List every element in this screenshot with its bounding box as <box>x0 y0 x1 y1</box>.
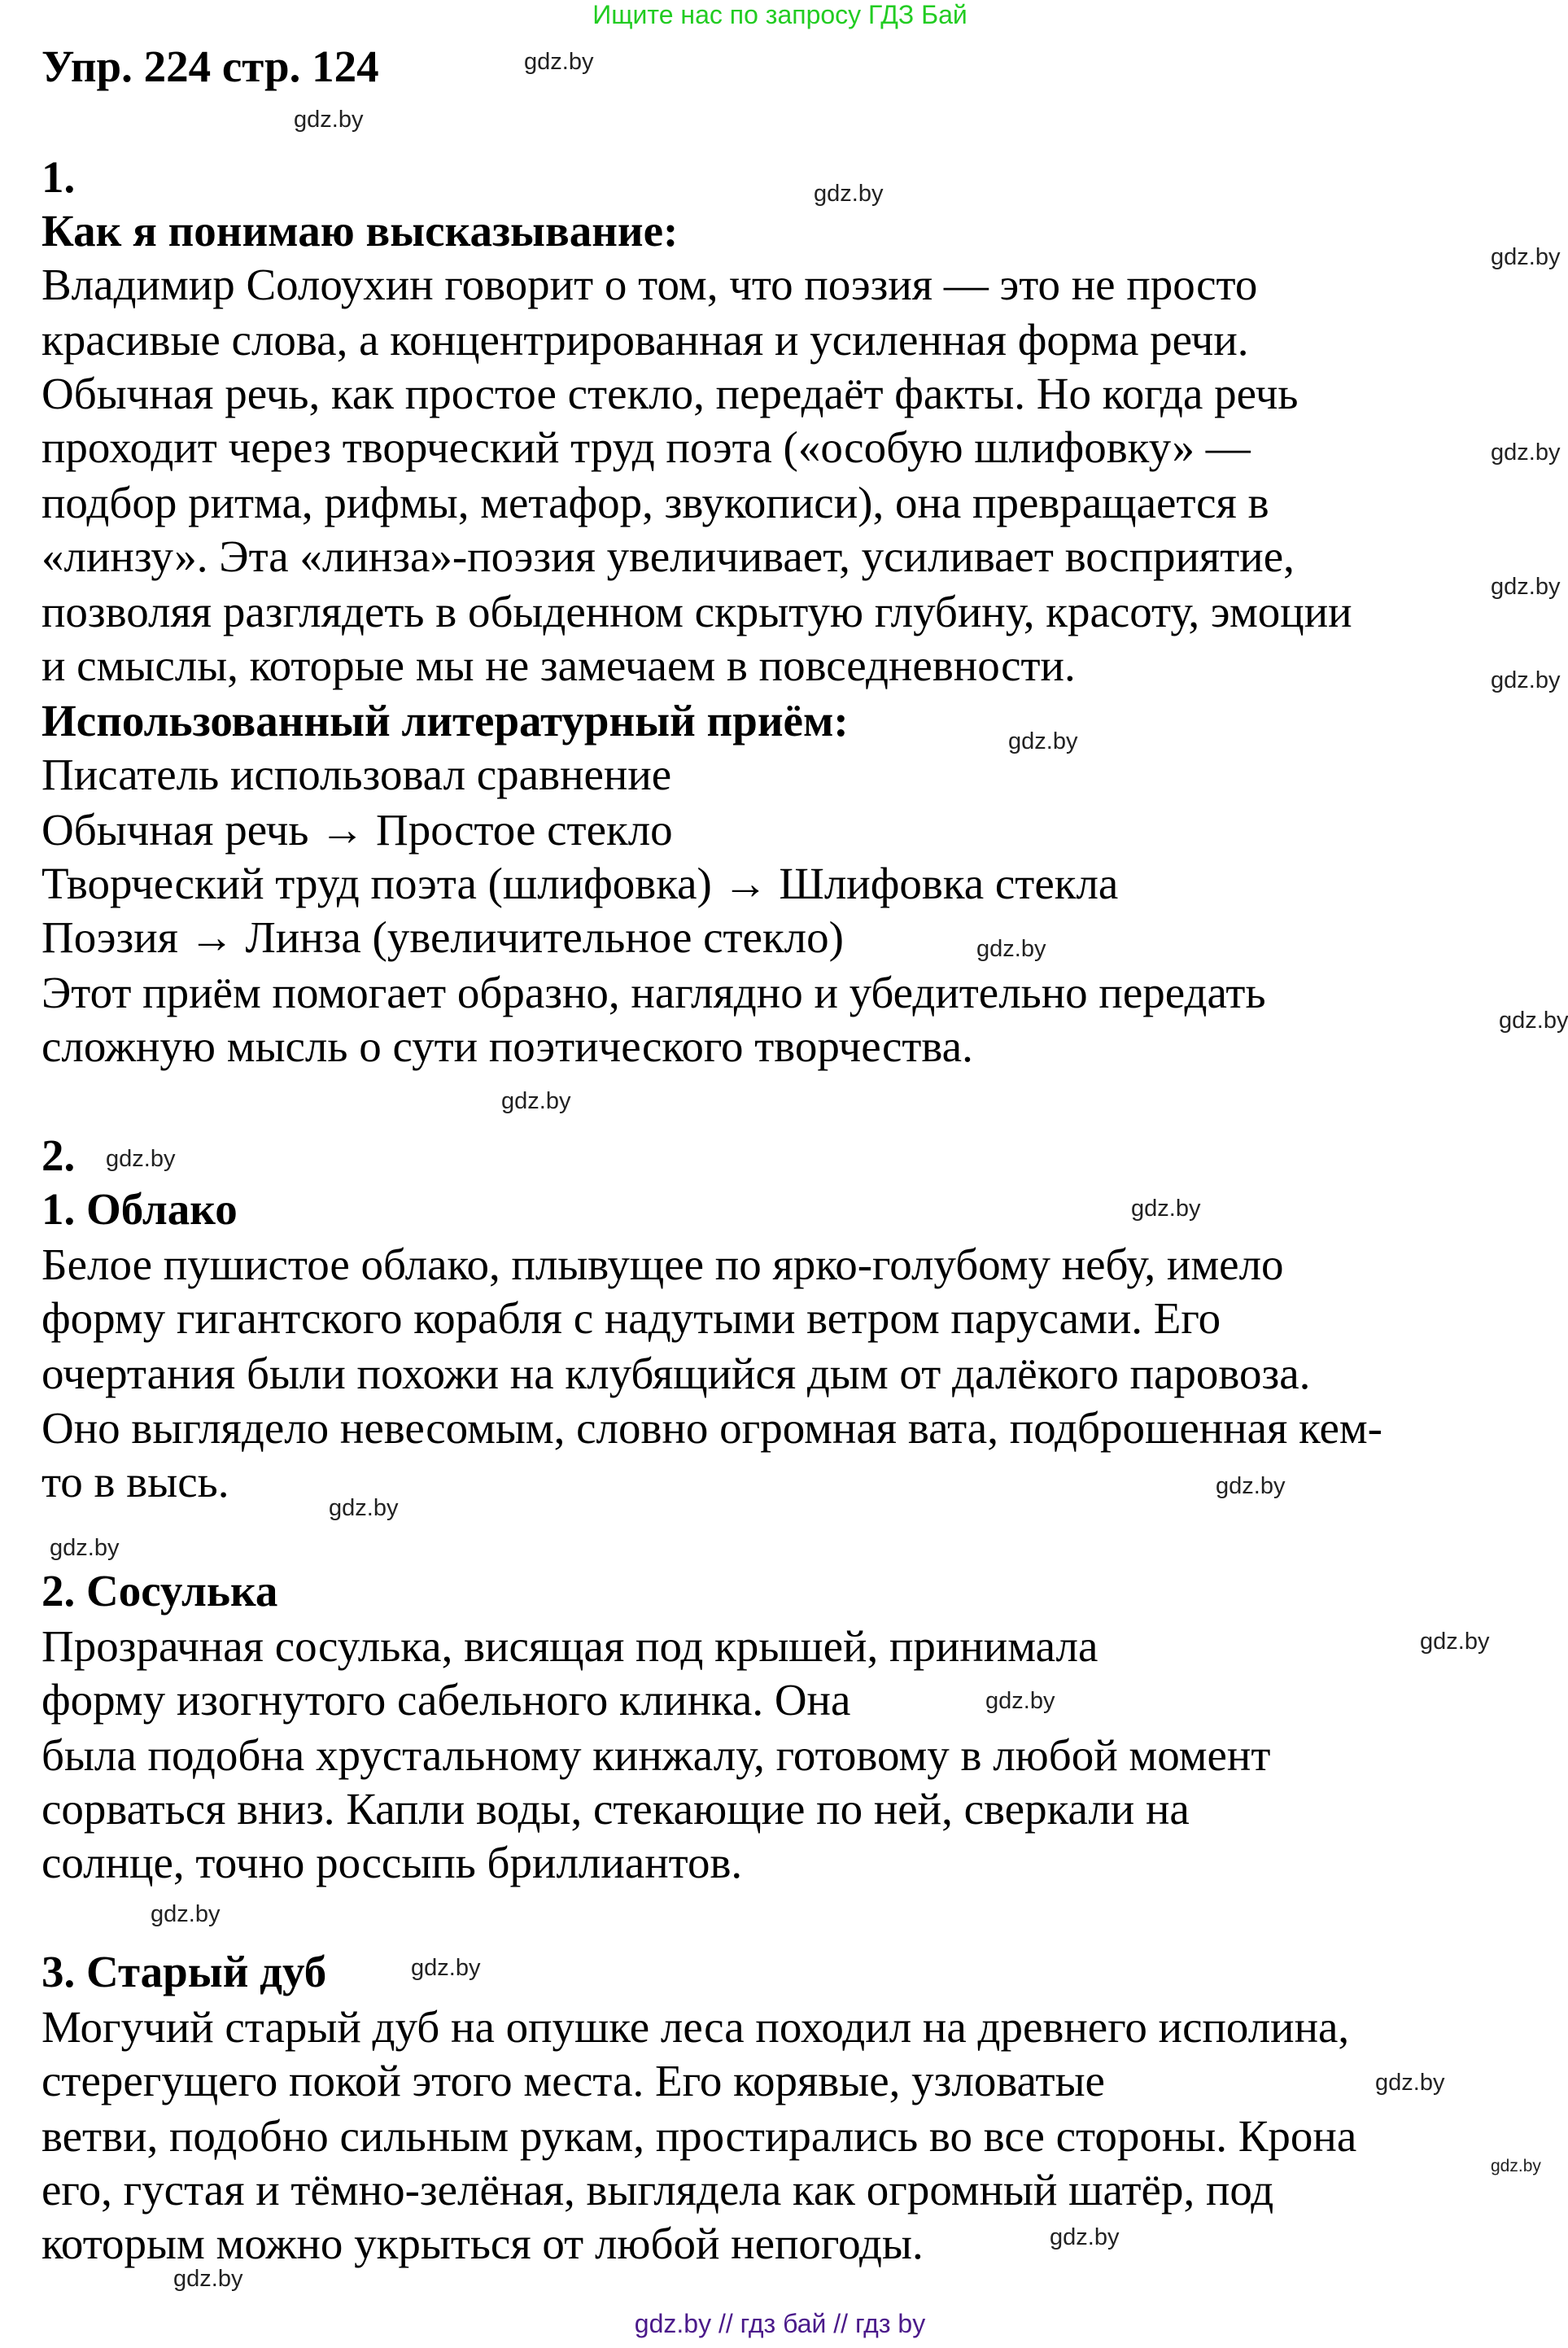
text-line: форму изогнутого сабельного клинка. Она <box>41 1675 851 1725</box>
text-line: Могучий старый дуб на опушке леса походил на древнего исполина, <box>41 2002 1350 2052</box>
watermark-text: gdz.by <box>329 1495 399 1521</box>
watermark-text: gdz.by <box>1216 1473 1286 1499</box>
text-line: была подобна хрустальному кинжалу, готовому в любой момент <box>41 1730 1271 1780</box>
section-heading: 1. Облако <box>41 1184 238 1234</box>
section-heading: Использованный литературный приём: <box>41 696 849 746</box>
text-line: его, густая и тёмно-зелёная, выглядела как огромный шатёр, под <box>41 2165 1274 2215</box>
watermark-text: gdz.by <box>411 1955 481 1981</box>
text-line: Обычная речь, как простое стекло, передаёт факты. Но когда речь <box>41 369 1299 418</box>
watermark-text: gdz.by <box>50 1535 120 1561</box>
watermark-text: gdz.by <box>1420 1629 1490 1655</box>
text-line: которым можно укрыться от любой непогоды. <box>41 2219 924 2268</box>
text-line: Поэзия → Линза (увеличительное стекло) <box>41 912 844 962</box>
watermark-text: gdz.by <box>814 181 884 207</box>
text-line: сорваться вниз. Капли воды, стекающие по ней, сверкали на <box>41 1784 1190 1834</box>
watermark-text: gdz.by <box>173 2266 243 2292</box>
watermark-text: gdz.by <box>501 1088 571 1114</box>
text-line: форму гигантского корабля с надутыми ветром парусами. Его <box>41 1293 1221 1343</box>
watermark-text: gdz.by <box>151 1901 221 1927</box>
text-line: то в высь. <box>41 1457 229 1506</box>
section-heading: Упр. 224 стр. 124 <box>41 42 379 91</box>
watermark-text: gdz.by <box>524 49 594 75</box>
text-line: Оно выглядело невесомым, словно огромная вата, подброшенная кем- <box>41 1403 1382 1453</box>
section-heading: 3. Старый дуб <box>41 1947 327 1996</box>
watermark-text: gdz.by <box>1050 2224 1120 2250</box>
watermark-text: gdz.by <box>106 1146 176 1172</box>
text-line: сложную мысль о сути поэтического творчества. <box>41 1021 973 1071</box>
text-line: Белое пушистое облако, плывущее по ярко-голубому небу, имело <box>41 1240 1284 1289</box>
section-heading: 2. <box>41 1130 76 1180</box>
text-line: и смыслы, которые мы не замечаем в повседневности. <box>41 641 1076 690</box>
search-banner: Ищите нас по запросу ГДЗ Бай <box>592 0 967 29</box>
text-line: солнце, точно россыпь бриллиантов. <box>41 1838 743 1887</box>
watermark-text: gdz.by <box>1131 1196 1201 1222</box>
section-heading: Как я понимаю высказывание: <box>41 206 679 256</box>
text-line: Этот приём помогает образно, наглядно и убедительно передать <box>41 968 1266 1017</box>
text-line: Владимир Солоухин говорит о том, что поэзия — это не просто <box>41 260 1258 309</box>
text-line: «линзу». Эта «линза»-поэзия увеличивает, усиливает восприятие, <box>41 531 1295 581</box>
watermark-text: gdz.by <box>976 936 1046 962</box>
text-line: стерегущего покой этого места. Его корявые, узловатые <box>41 2056 1105 2105</box>
section-heading: 2. Сосулька <box>41 1566 278 1616</box>
text-line: очертания были похожи на клубящийся дым от далёкого паровоза. <box>41 1349 1311 1398</box>
text-line: красивые слова, а концентрированная и усиленная форма речи. <box>41 315 1249 365</box>
text-line: проходит через творческий труд поэта («особую шлифовку» — <box>41 422 1251 472</box>
watermark-text: gdz.by <box>1375 2070 1445 2096</box>
text-line: подбор ритма, рифмы, метафор, звукописи), она превращается в <box>41 478 1269 527</box>
section-heading: 1. <box>41 152 76 202</box>
watermark-text: gdz.by <box>1491 244 1561 270</box>
watermark-text: gdz.by <box>1491 2157 1541 2175</box>
text-line: Обычная речь → Простое стекло <box>41 805 673 855</box>
watermark-text: gdz.by <box>1491 574 1561 600</box>
footer-watermark: gdz.by // гдз бай // гдз by <box>634 2309 926 2338</box>
text-line: Прозрачная сосулька, висящая под крышей, принимала <box>41 1621 1098 1671</box>
watermark-text: gdz.by <box>1008 728 1078 754</box>
watermark-text: gdz.by <box>985 1688 1055 1714</box>
text-line: Творческий труд поэта (шлифовка) → Шлифовка стекла <box>41 859 1119 908</box>
text-line: позволяя разглядеть в обыденном скрытую глубину, красоту, эмоции <box>41 587 1352 636</box>
text-line: ветви, подобно сильным рукам, простирались во все стороны. Крона <box>41 2111 1357 2161</box>
watermark-text: gdz.by <box>1491 439 1561 466</box>
watermark-text: gdz.by <box>294 107 364 133</box>
watermark-text: gdz.by <box>1499 1008 1568 1034</box>
watermark-text: gdz.by <box>1491 667 1561 693</box>
text-line: Писатель использовал сравнение <box>41 750 672 799</box>
